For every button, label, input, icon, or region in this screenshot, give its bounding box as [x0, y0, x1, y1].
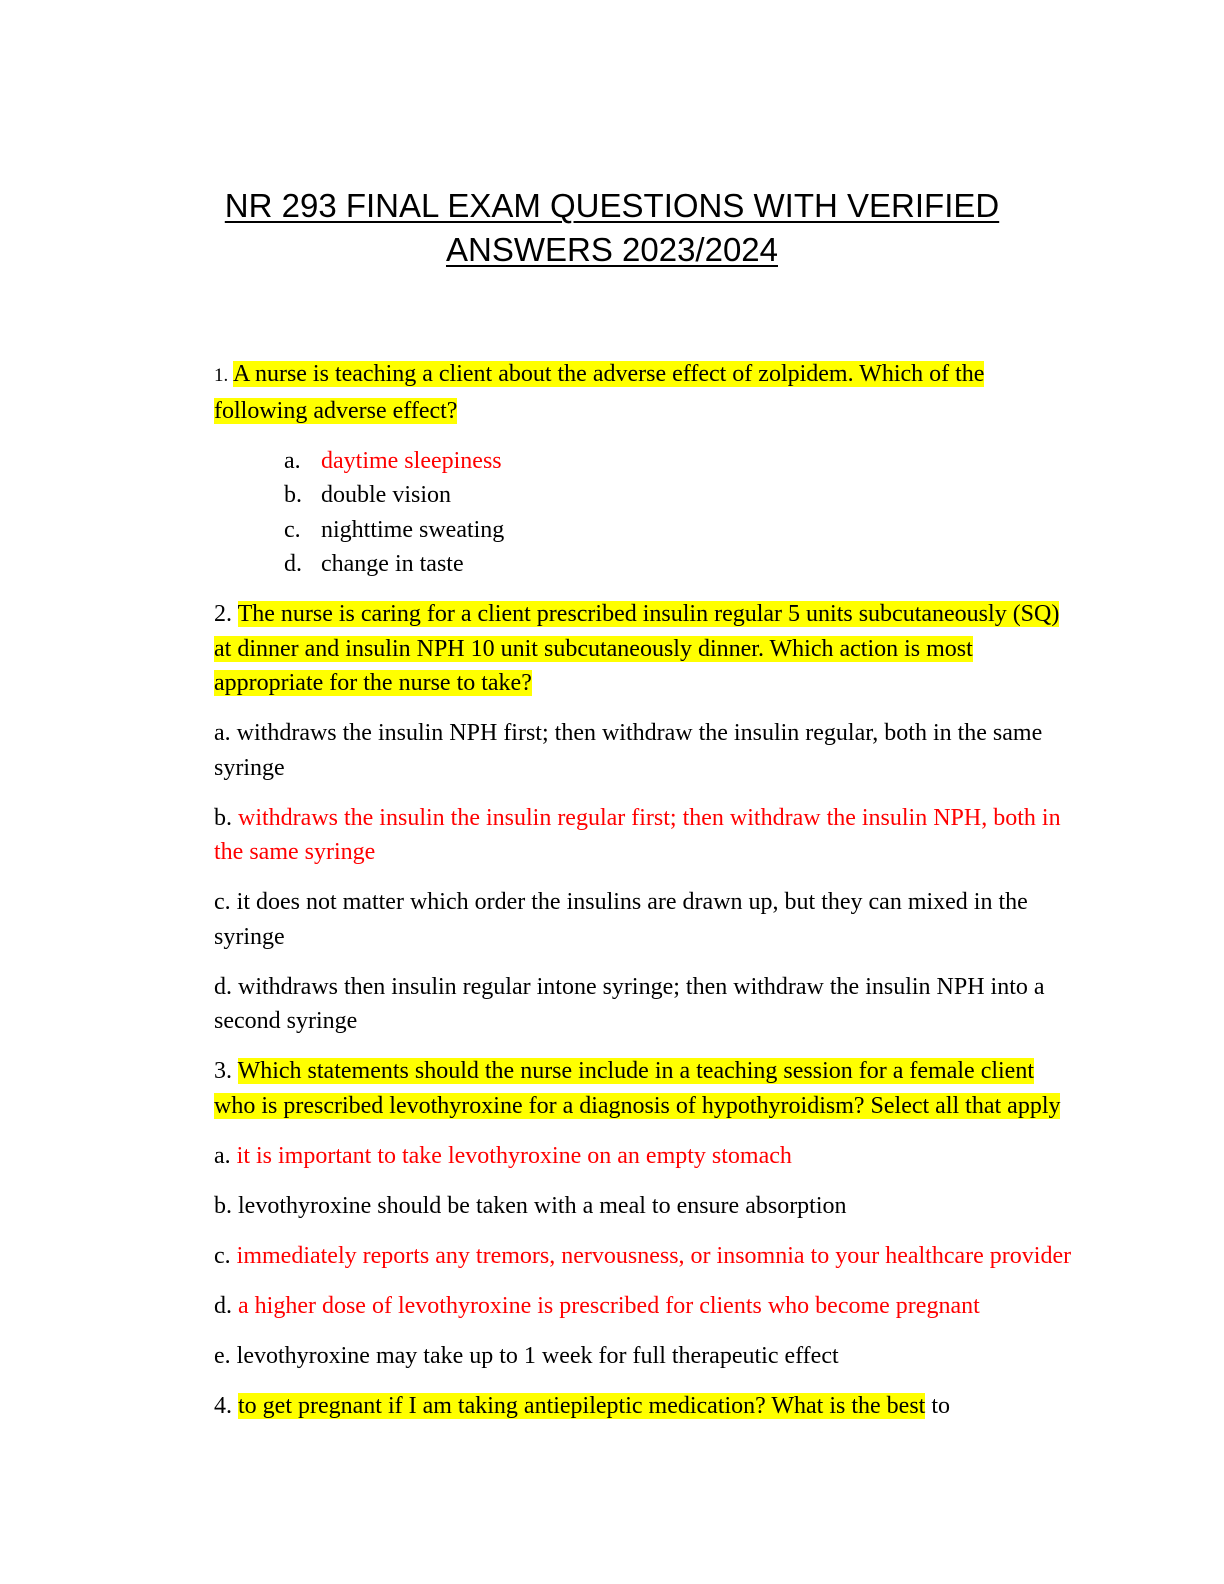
option-letter: b. [214, 804, 232, 831]
question-2-option-a [214, 716, 1074, 785]
document-title-line-1: NR 293 FINAL EXAM QUESTIONS WITH VERIFIED [224, 187, 1000, 224]
question-4-trailing-text: to [925, 1392, 951, 1419]
question-3-option-a [214, 1139, 1074, 1174]
option-text: daytime sleepiness [321, 447, 502, 474]
question-3-option-d [214, 1289, 1074, 1324]
option-text: it is important to take levothyroxine on an empty stomach [236, 1142, 792, 1169]
question-3-option-c [214, 1239, 1074, 1274]
option-letter: e. [214, 1342, 231, 1369]
option-text: withdraws the insulin the insulin regular first; then withdraw the insulin NPH, both in the same syringe [214, 804, 1061, 865]
question-1-text: A nurse is teaching a client about the adverse effect of zolpidem. Which of the following adverse effect? [214, 361, 985, 424]
option-text: levothyroxine should be taken with a meal to ensure absorption [238, 1192, 847, 1219]
question-1-option-c [214, 513, 1074, 548]
option-text: it does not matter which order the insulins are drawn up, but they can mixed in the syringe [214, 889, 1028, 950]
option-text: double vision [321, 482, 451, 508]
question-4-number: 4. [214, 1392, 232, 1419]
question-1 [214, 357, 1074, 428]
option-text: nighttime sweating [321, 516, 505, 543]
question-3-number: 3. [214, 1058, 232, 1084]
question-2-text: The nurse is caring for a client prescribed insulin regular 5 units subcutaneously (SQ) at dinner and insulin NPH 10 unit subcutaneously dinner. Which action is most appropriate for the nurse to take? [214, 601, 1060, 696]
option-letter: a. [284, 447, 301, 474]
question-3-option-b [214, 1189, 1074, 1224]
question-1-option-d [214, 547, 1074, 582]
document-title-line-2: ANSWERS 2023/2024 [445, 231, 778, 268]
question-3-option-e [214, 1339, 1074, 1374]
option-text: withdraws the insulin NPH first; then withdraw the insulin regular, both in the same syringe [214, 720, 1043, 781]
question-3-text: Which statements should the nurse include in a teaching session for a female client who is prescribed levothyroxine for a diagnosis of hypothyroidism? Select all that apply [214, 1058, 1061, 1119]
option-letter: c. [214, 889, 231, 915]
question-4-text: to get pregnant if I am taking antiepileptic medication? What is the best [238, 1392, 926, 1419]
question-1-number: 1. [214, 365, 229, 386]
option-text: a higher dose of levothyroxine is prescribed for clients who become pregnant [238, 1292, 980, 1319]
option-letter: c. [214, 1242, 231, 1269]
question-2-option-d [214, 970, 1074, 1039]
option-letter: c. [284, 516, 301, 543]
option-letter: d. [284, 551, 302, 577]
option-text: withdraws then insulin regular intone syringe; then withdraw the insulin NPH into a second syringe [214, 973, 1045, 1034]
option-letter: b. [214, 1192, 232, 1219]
option-text: levothyroxine may take up to 1 week for full therapeutic effect [236, 1342, 839, 1369]
option-text: immediately reports any tremors, nervousness, or insomnia to your healthcare provider [236, 1242, 1072, 1269]
option-text: change in taste [321, 551, 464, 577]
option-letter: d. [214, 1292, 232, 1319]
question-2-number: 2. [214, 601, 232, 627]
option-letter: a. [214, 1142, 231, 1169]
question-4 [214, 1389, 1074, 1424]
question-2 [214, 597, 1074, 701]
question-1-option-b [214, 478, 1074, 513]
question-2-option-b [214, 801, 1074, 870]
document-title [0, 184, 1224, 272]
option-letter: d. [214, 973, 232, 1000]
question-2-option-c [214, 885, 1074, 954]
option-letter: a. [214, 720, 231, 746]
question-list [214, 357, 1074, 1439]
question-1-options [214, 444, 1074, 582]
question-3 [214, 1054, 1074, 1123]
option-letter: b. [284, 482, 302, 508]
question-1-option-a [214, 444, 1074, 479]
